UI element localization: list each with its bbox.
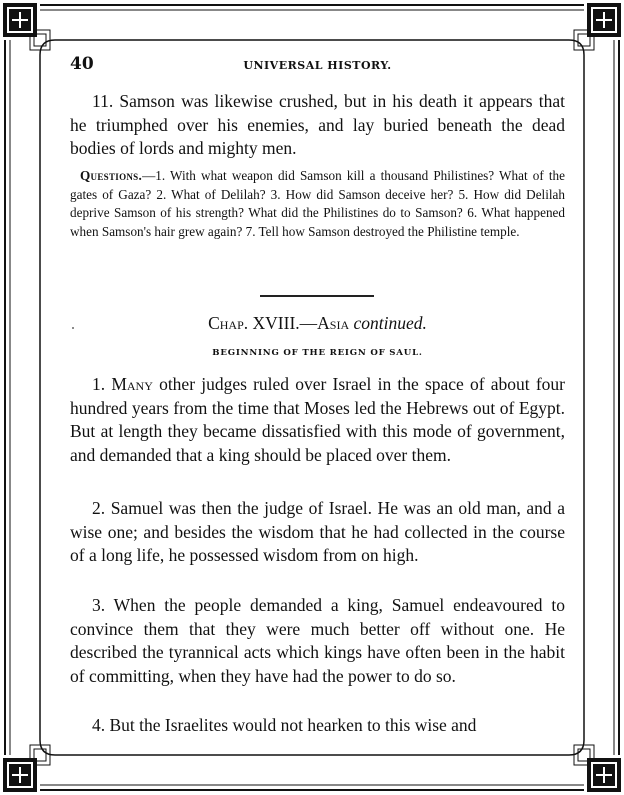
chapter-number: XVIII.— <box>248 313 318 333</box>
running-head: UNIVERSAL HISTORY. <box>243 59 392 72</box>
section-heading: BEGINNING OF THE REIGN OF SAUL. <box>212 348 423 358</box>
paragraph-11: 11. Samson was likewise crushed, but in his death it appears that he triumphed over his enemies, and lay buried beneath the dead bodies of lords and mighty men. <box>70 91 565 158</box>
chapter-heading <box>70 313 565 334</box>
questions-block <box>70 167 565 241</box>
chapter-region: Asia <box>317 313 350 333</box>
chapter-continued: continued. <box>349 313 427 333</box>
paragraph-1-text: other judges ruled over Israel in the space of about four hundred years from the time that Moses led the Hebrews out of Egypt. But at length they became dissatisfied with this mode of government, and demanded that a king should be placed over them. <box>70 374 565 465</box>
questions-label: Questions. <box>80 168 143 183</box>
questions-text: —1. With what weapon did Samson kill a thousand Philistines? What of the gates of Gaza? 2. What of Delilah? 3. How did Samson deceive her? 5. How did Delilah deprive Samson of his strength? What did the Philistines do to Samson? 6. What happened when Samson's hair grew again? 7. Tell how Samson destroyed the Philistine temple. <box>70 168 565 239</box>
section-divider <box>260 295 374 297</box>
chapter-prefix: Chap. <box>208 313 249 333</box>
paragraph-3: 3. When the people demanded a king, Samuel endeavoured to convince them that they were much better off without one. He described the tyrannical acts which kings have often been in the habit of committing, when they have had the power to do so. <box>70 595 565 686</box>
paragraph-1 <box>70 373 565 467</box>
paragraph-1-lead: 1. Many <box>92 374 153 394</box>
paragraph-2: 2. Samuel was then the judge of Israel. He was an old man, and a wise one; and besides the wisdom that he had collected in the course of a long life, he possessed wisdom from on high. <box>70 498 565 565</box>
page-number: 40 <box>70 54 94 74</box>
page-header <box>70 54 565 76</box>
paragraph-4: 4. But the Israelites would not hearken to this wise and <box>92 715 477 735</box>
print-speck <box>72 327 74 329</box>
